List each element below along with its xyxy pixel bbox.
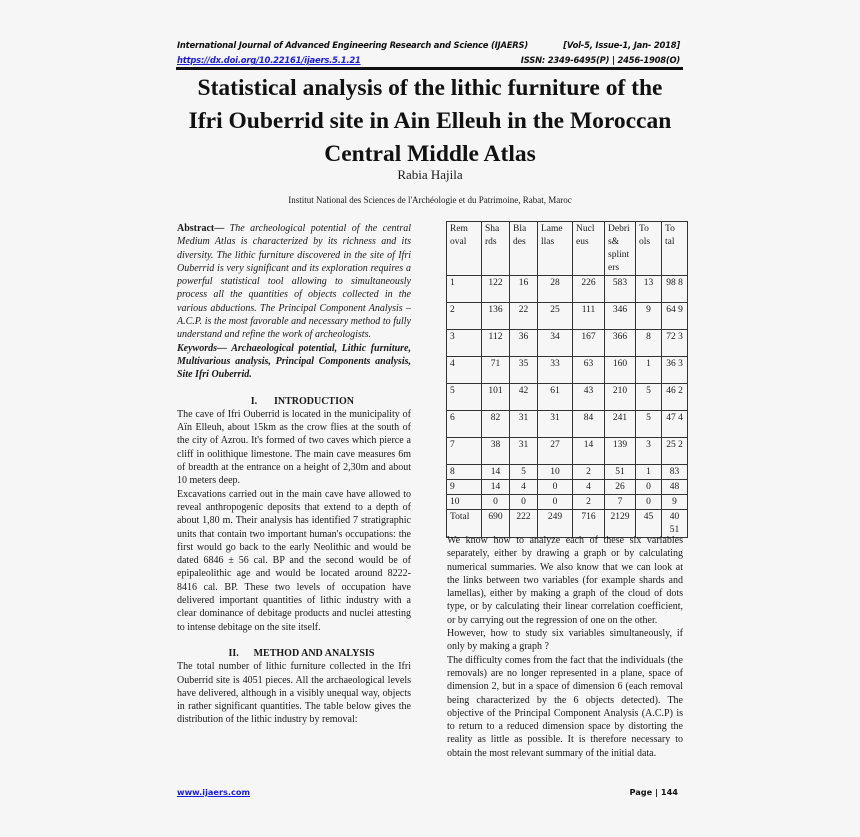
table-cell: 5 [636, 384, 662, 411]
title-line: Statistical analysis of the lithic furniture of the [197, 75, 663, 101]
table-cell: 61 [538, 384, 573, 411]
table-cell: 222 [510, 510, 538, 538]
intro-paragraph: Excavations carried out in the main cave have allowed to reveal anthropogenic deposits that extend to a depth of about 1,80 m. Their analysis has identified 7 stratigraphic units that contain two important human's occupations: the first would go back to the early Neolithic and would be dated 6846 ± 56 cal. BP and the second would be of epipaleolithic age and would be located around 8222-8416 cal. BP. These two levels of occupation have delivered important quantities of lithic industry with a clear dominance of debitage products and nuclei attesting to intense debitage on the site itself. [177, 488, 411, 633]
table-cell: 9 [636, 303, 662, 330]
table-cell: 36 [510, 330, 538, 357]
table-cell: 1 [636, 465, 662, 480]
table-cell: 5 [447, 384, 482, 411]
header-rule [176, 67, 683, 70]
table-cell: 0 [510, 495, 538, 510]
table-cell: 5 [510, 465, 538, 480]
method-paragraph: The total number of lithic furniture collected in the Ifri Ouberrid site is 4051 pieces. All the archaeological levels have delivered, although in a visibly unequal way, objects in rather significant quantities. The table below gives the distribution of the lithic industry by removal: [177, 661, 411, 726]
abstract-label: Abstract— [177, 223, 225, 234]
table-header-cell: Debri s& splint ers [605, 222, 636, 276]
table-cell: 13 [636, 276, 662, 303]
table-cell: 31 [510, 411, 538, 438]
table-cell: 3 [447, 330, 482, 357]
keywords [177, 342, 411, 382]
table-cell: 51 [605, 465, 636, 480]
table-cell: 366 [605, 330, 636, 357]
issn-info: ISSN: 2349-6495(P) | 2456-1908(O) [520, 55, 680, 65]
right-column-text [447, 534, 683, 760]
table-row [447, 465, 688, 480]
table-cell: 10 [538, 465, 573, 480]
table-cell: 160 [605, 357, 636, 384]
table-row [447, 303, 688, 330]
table-header-cell: To ols [636, 222, 662, 276]
table-header-row [447, 222, 688, 276]
table-cell: 2 [447, 303, 482, 330]
table-cell: Total [447, 510, 482, 538]
keywords-text: Archaeological potential, Lithic furniture, Multivarious analysis, Principal Components analysis, Site Ifri Ouberrid. [177, 342, 411, 381]
table-row [447, 495, 688, 510]
table-cell: 4 [510, 480, 538, 495]
table-cell: 31 [538, 411, 573, 438]
table-cell: 48 [662, 480, 688, 495]
table-cell: 84 [573, 411, 605, 438]
table-cell: 14 [573, 438, 605, 465]
table-cell: 3 [636, 438, 662, 465]
table-cell: 9 [447, 480, 482, 495]
table-cell: 82 [482, 411, 510, 438]
table-cell: 7 [605, 495, 636, 510]
table-header-cell: Lame llas [538, 222, 573, 276]
abstract [177, 222, 411, 342]
doi-link[interactable]: https://dx.doi.org/10.22161/ijaers.5.1.21 [177, 55, 361, 65]
body-paragraph: However, how to study six variables simultaneously, if only by making a graph ? [447, 628, 683, 653]
table-cell: 0 [538, 480, 573, 495]
table-cell: 4 [447, 357, 482, 384]
table-header-cell: Rem oval [447, 222, 482, 276]
table-cell: 0 [538, 495, 573, 510]
table-cell: 1 [636, 357, 662, 384]
table-cell: 72 3 [662, 330, 688, 357]
table-cell: 167 [573, 330, 605, 357]
table-cell: 31 [510, 438, 538, 465]
table-cell: 0 [636, 495, 662, 510]
table-cell: 249 [538, 510, 573, 538]
table-cell: 8 [636, 330, 662, 357]
table-cell: 226 [573, 276, 605, 303]
table-cell: 2129 [605, 510, 636, 538]
table-row [447, 330, 688, 357]
table-cell: 583 [605, 276, 636, 303]
paper-title [170, 72, 690, 171]
table-cell: 6 [447, 411, 482, 438]
table-cell: 5 [636, 411, 662, 438]
website-link[interactable]: www.ijaers.com [177, 787, 250, 797]
table-cell: 2 [573, 465, 605, 480]
volume-info: [Vol-5, Issue-1, Jan- 2018] [563, 40, 680, 50]
table-cell: 139 [605, 438, 636, 465]
table-header-cell: Nucl eus [573, 222, 605, 276]
table-cell: 46 2 [662, 384, 688, 411]
table-row [447, 276, 688, 303]
table-cell: 64 9 [662, 303, 688, 330]
table-cell: 9 [662, 495, 688, 510]
table-cell: 136 [482, 303, 510, 330]
table-cell: 7 [447, 438, 482, 465]
table-cell: 16 [510, 276, 538, 303]
section-heading-introduction: I. INTRODUCTION [250, 395, 354, 407]
table-cell: 210 [605, 384, 636, 411]
table-cell: 14 [482, 465, 510, 480]
table-row [447, 411, 688, 438]
table-cell: 25 2 [662, 438, 688, 465]
abstract-text: The archeological potential of the central Medium Atlas is characterized by its richness and its diversity. The lithic furniture discovered in the site of Ifri Ouberrid is very significant and its exploration requires a powerful statistical tool allowing to simultaneously process all the quantities of objects collected in the various abductions. The Principal Component Analysis – A.C.P. is the most favorable and necessary method to fully understand and refine the work of archeologists. [177, 223, 411, 341]
keywords-label: Keywords— [177, 342, 227, 354]
table-row [447, 438, 688, 465]
table-header-cell: To tal [662, 222, 688, 276]
left-column [177, 222, 411, 727]
table-cell: 42 [510, 384, 538, 411]
table-cell: 47 4 [662, 411, 688, 438]
table-row [447, 384, 688, 411]
table-cell: 111 [573, 303, 605, 330]
table-header-cell: Sha rds [482, 222, 510, 276]
table-cell: 122 [482, 276, 510, 303]
table-cell: 40 51 [662, 510, 688, 538]
table-cell: 26 [605, 480, 636, 495]
table-row [447, 357, 688, 384]
table-cell: 43 [573, 384, 605, 411]
body-paragraph: We know how to analyze each of these six variables separately, either by drawing a graph or by calculating numerical summaries. We also know that we can look at the links between two variables (for example shards and lamellas), either by making a graph of the cloud of dots type, or by calculating their linear correlation coefficient, or by carrying out the regression of one on the other. [447, 535, 683, 626]
table-cell: 25 [538, 303, 573, 330]
table-cell: 716 [573, 510, 605, 538]
table-header-cell: Bla des [510, 222, 538, 276]
table-cell: 2 [573, 495, 605, 510]
body-paragraph: The difficulty comes from the fact that the individuals (the removals) are no longer represented in a plane, space of dimension 2, but in a space of dimension 6 (each removal being characterized by the 6 objects detected). The objective of the Principal Component Analysis (A.C.P) is to return to a reduced dimension space by distorting the reality as little as possible. It is therefore necessary to obtain the most relevant summary of the initial data. [447, 654, 683, 759]
table-cell: 8 [447, 465, 482, 480]
intro-paragraph: The cave of Ifri Ouberrid is located in the municipality of Aïn Elleuh, about 15km as the crow flies at the south of the city of Azrou. It's formed of two caves which pierce a cliff in oolithique limestone. The main cave measures 6m of breadth at the entrance on a height of 2,30m and about 10 meters deep. [177, 408, 411, 487]
table-cell: 101 [482, 384, 510, 411]
table-cell: 22 [510, 303, 538, 330]
table-cell: 0 [482, 495, 510, 510]
journal-name: International Journal of Advanced Engineering Research and Science (IJAERS) [177, 40, 528, 50]
author-name: Rabia Hajila [397, 167, 463, 182]
title-line: Ifri Ouberrid site in Ain Elleuh in the Moroccan [188, 108, 672, 134]
table-cell: 4 [573, 480, 605, 495]
title-line: Central Middle Atlas [324, 141, 536, 167]
table-cell: 690 [482, 510, 510, 538]
affiliation: Institut National des Sciences de l'Archéologie et du Patrimoine, Rabat, Maroc [288, 195, 572, 205]
table-cell: 14 [482, 480, 510, 495]
table-cell: 45 [636, 510, 662, 538]
table-cell: 83 [662, 465, 688, 480]
section-heading-method: II. METHOD AND ANALYSIS [228, 647, 375, 659]
table-cell: 71 [482, 357, 510, 384]
table-cell: 63 [573, 357, 605, 384]
table-cell: 112 [482, 330, 510, 357]
table-cell: 98 8 [662, 276, 688, 303]
table-cell: 35 [510, 357, 538, 384]
table-cell: 36 3 [662, 357, 688, 384]
table-cell: 33 [538, 357, 573, 384]
table-cell: 27 [538, 438, 573, 465]
table-row [447, 480, 688, 495]
table-cell: 34 [538, 330, 573, 357]
table-cell: 38 [482, 438, 510, 465]
table-cell: 28 [538, 276, 573, 303]
table-cell: 10 [447, 495, 482, 510]
page-number: Page | 144 [629, 787, 678, 797]
lithic-distribution-table [446, 221, 688, 538]
table-cell: 0 [636, 480, 662, 495]
table-cell: 1 [447, 276, 482, 303]
table-cell: 241 [605, 411, 636, 438]
table-cell: 346 [605, 303, 636, 330]
